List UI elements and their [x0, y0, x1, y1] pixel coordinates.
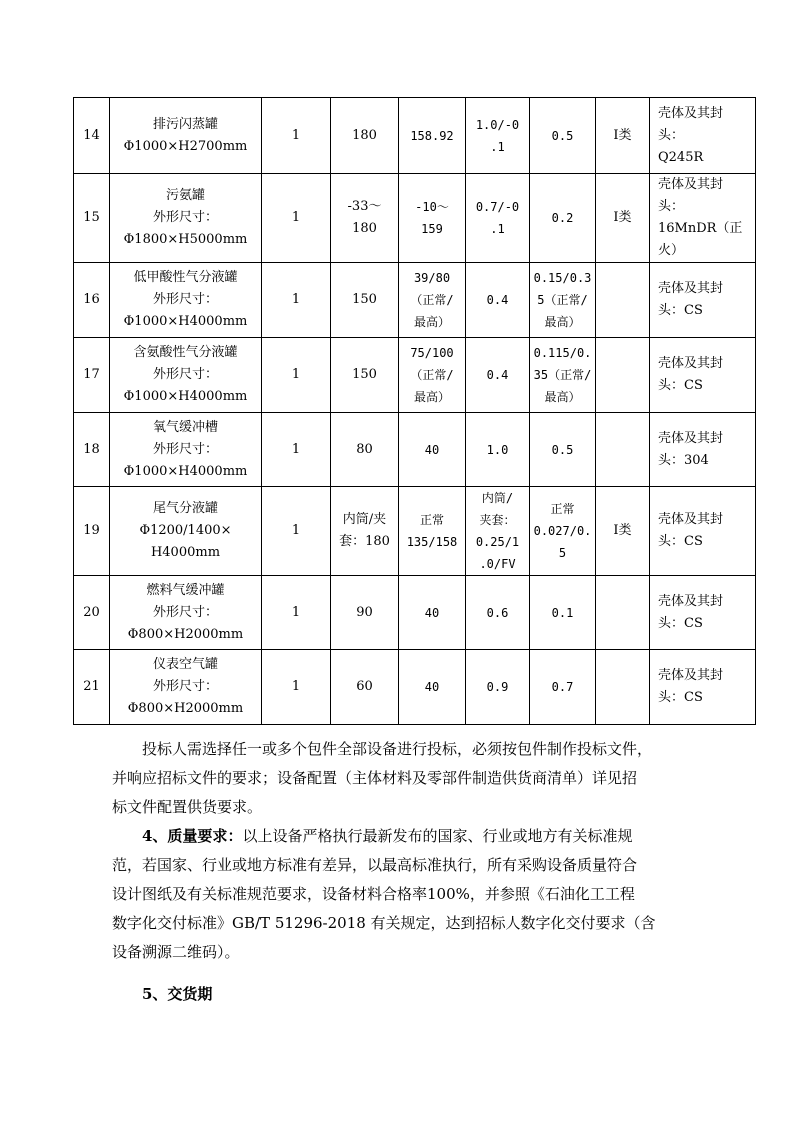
design-temperature-line: 180	[352, 221, 377, 236]
table-row	[74, 338, 756, 413]
equipment-name-cell	[110, 487, 262, 576]
design-pressure-line: 1.0/-0	[475, 117, 520, 132]
equipment-name-line: Φ1000×H2700mm	[123, 138, 248, 154]
row-number-text: 14	[83, 127, 100, 143]
design-temperature-cell	[331, 650, 399, 725]
equipment-name-line: 仪表空气罐	[152, 657, 218, 672]
row-number-cell	[74, 98, 110, 174]
equipment-name-line: 燃料气缓冲罐	[146, 582, 225, 598]
design-temperature-line: 内筒/夹	[342, 512, 387, 527]
equipment-name-line: 低甲酸性气分液罐	[133, 270, 238, 285]
design-pressure-line: 内筒/	[481, 491, 514, 505]
equipment-name-line: Φ800×H2000mm	[127, 626, 244, 642]
material-line: 头：304	[658, 452, 709, 468]
design-pressure-cell	[466, 487, 530, 576]
design-temperature-line: 60	[356, 679, 373, 694]
equipment-class-cell	[596, 338, 650, 413]
equipment-name-line: H4000mm	[150, 545, 221, 560]
operating-temperature-line: 75/100	[410, 346, 454, 360]
design-temperature-cell	[331, 487, 399, 576]
material-line: 头：	[658, 127, 685, 143]
material-line: 火）	[658, 243, 685, 258]
design-temperature-line: 150	[352, 367, 377, 382]
quantity-cell	[262, 413, 331, 487]
equipment-class-text: Ⅰ类	[613, 523, 632, 538]
operating-temperature-line: 135/158	[406, 535, 458, 549]
operating-temperature-cell	[399, 98, 466, 174]
operating-pressure-line: 0.2	[551, 211, 574, 225]
para1-line-3: 标文件配置供货要求。	[112, 798, 263, 816]
operating-pressure-cell	[530, 263, 596, 338]
equipment-name-line: 外形尺寸：	[152, 367, 218, 382]
operating-temperature-line: 158.92	[410, 128, 454, 143]
material-line: 壳体及其封	[658, 593, 724, 609]
equipment-name-line: 外形尺寸：	[152, 210, 218, 225]
equipment-name-cell	[110, 650, 262, 725]
operating-pressure-line: 0.7	[551, 680, 574, 694]
design-pressure-line: 0.9	[486, 680, 509, 694]
design-temperature-line: 90	[356, 604, 373, 620]
design-pressure-line: 0.25/1	[475, 535, 520, 549]
row-number-text: 15	[83, 210, 100, 225]
equipment-name-line: 尾气分液罐	[152, 501, 218, 516]
row-number-text: 18	[83, 441, 100, 457]
design-temperature-line: 80	[356, 441, 373, 457]
row-number-text: 21	[83, 679, 100, 694]
row-number-text: 20	[83, 604, 100, 620]
material-cell	[650, 487, 756, 576]
quantity-text: 1	[291, 210, 301, 225]
equipment-name-line: Φ1800×H5000mm	[123, 232, 248, 247]
table-row	[74, 263, 756, 338]
equipment-class-cell	[596, 650, 650, 725]
quantity-cell	[262, 338, 331, 413]
material-line: 头：	[658, 199, 685, 214]
material-line: 16MnDR（正	[658, 221, 743, 236]
equipment-name-line: 氧气缓冲槽	[152, 419, 218, 435]
material-line: 壳体及其封	[658, 430, 724, 446]
operating-pressure-cell	[530, 576, 596, 650]
operating-temperature-cell	[399, 487, 466, 576]
table-row	[74, 98, 756, 174]
operating-pressure-line: 35（正常/	[533, 368, 592, 382]
equipment-name-line: Φ800×H2000mm	[127, 701, 244, 716]
equipment-class-text: Ⅰ类	[613, 210, 632, 225]
operating-pressure-line: 5	[558, 546, 567, 560]
equipment-name-line: 外形尺寸：	[152, 292, 218, 307]
table-row	[74, 650, 756, 725]
material-cell	[650, 98, 756, 174]
para2-line-2: 范，若国家、行业或地方标准有差异，以最高标准执行，所有采购设备质量符合	[112, 856, 638, 874]
quantity-text: 1	[291, 604, 301, 620]
material-cell	[650, 174, 756, 263]
row-number-cell	[74, 413, 110, 487]
design-temperature-cell	[331, 263, 399, 338]
equipment-name-line: 含氨酸性气分液罐	[133, 345, 238, 360]
operating-temperature-cell	[399, 174, 466, 263]
equipment-name-line: Φ1000×H4000mm	[123, 389, 248, 404]
design-pressure-line: 夹套：	[479, 513, 516, 527]
operating-temperature-line: 159	[421, 222, 443, 236]
design-temperature-line: -33～	[347, 199, 382, 214]
equipment-name-cell	[110, 263, 262, 338]
operating-temperature-line: 40	[424, 680, 440, 694]
operating-pressure-line: 0.115/0.	[533, 346, 592, 360]
table-row	[74, 576, 756, 650]
quantity-cell	[262, 650, 331, 725]
design-pressure-cell	[466, 338, 530, 413]
equipment-name-line: 排污闪蒸罐	[152, 116, 218, 132]
delivery-period-heading: 5、交货期	[142, 985, 213, 1003]
design-temperature-cell	[331, 98, 399, 174]
design-pressure-line: 0.4	[486, 293, 509, 307]
equipment-class-cell	[596, 576, 650, 650]
operating-temperature-cell	[399, 576, 466, 650]
equipment-name-cell	[110, 98, 262, 174]
material-cell	[650, 413, 756, 487]
material-line: 头：CS	[658, 615, 703, 631]
design-pressure-line: .1	[490, 222, 505, 236]
para1-line-1: 投标人需选择任一或多个包件全部设备进行投标，必须按包件制作投标文件，	[142, 740, 653, 758]
design-temperature-cell	[331, 174, 399, 263]
quantity-text: 1	[291, 127, 301, 143]
equipment-class-text: Ⅰ类	[613, 127, 632, 143]
operating-pressure-line: 0.1	[551, 605, 574, 620]
quantity-text: 1	[291, 441, 301, 457]
para2-line-1: 以上设备严格执行最新发布的国家、行业或地方有关标准规	[242, 827, 633, 845]
design-pressure-line: 1.0	[486, 442, 509, 457]
design-pressure-line: 0.7/-0	[475, 200, 520, 214]
equipment-name-line: 外形尺寸：	[152, 604, 218, 620]
material-line: 头：CS	[658, 534, 703, 549]
design-temperature-cell	[331, 576, 399, 650]
operating-pressure-cell	[530, 413, 596, 487]
operating-pressure-cell	[530, 650, 596, 725]
row-number-cell	[74, 650, 110, 725]
quantity-text: 1	[291, 523, 301, 538]
operating-temperature-line: （正常/	[410, 293, 454, 307]
equipment-name-line: 污氨罐	[165, 188, 205, 203]
para2-line-3: 设计图纸及有关标准规范要求，设备材料合格率100%，并参照《石油化工工程	[112, 885, 635, 903]
design-pressure-cell	[466, 98, 530, 174]
quantity-text: 1	[291, 679, 301, 694]
operating-temperature-cell	[399, 413, 466, 487]
row-number-text: 17	[83, 367, 100, 382]
design-pressure-line: 0.4	[486, 368, 509, 382]
operating-pressure-line: 0.5	[551, 442, 574, 457]
operating-pressure-line: 0.027/0.	[533, 524, 592, 538]
design-pressure-cell	[466, 576, 530, 650]
quantity-cell	[262, 174, 331, 263]
material-line: 头：CS	[658, 378, 703, 393]
equipment-name-cell	[110, 174, 262, 263]
operating-temperature-line: 40	[424, 605, 440, 620]
operating-pressure-cell	[530, 98, 596, 174]
quantity-cell	[262, 263, 331, 338]
material-line: 壳体及其封	[658, 356, 724, 371]
design-temperature-line: 180	[352, 127, 377, 143]
equipment-name-line: 外形尺寸：	[152, 441, 218, 457]
material-cell	[650, 576, 756, 650]
operating-pressure-cell	[530, 174, 596, 263]
operating-temperature-line: 39/80	[413, 271, 451, 285]
operating-temperature-line: 40	[424, 442, 440, 457]
material-line: 壳体及其封	[658, 668, 724, 683]
equipment-name-line: Φ1000×H4000mm	[123, 463, 248, 479]
quality-heading: 4、质量要求：	[142, 827, 243, 845]
operating-temperature-line: 最高）	[413, 315, 450, 329]
design-pressure-line: 0.6	[486, 605, 509, 620]
material-line: 壳体及其封	[658, 512, 724, 527]
equipment-name-line: 外形尺寸：	[152, 679, 218, 694]
equipment-class-cell	[596, 174, 650, 263]
operating-pressure-line: 最高）	[544, 390, 581, 404]
operating-temperature-line: 正常	[419, 513, 444, 527]
material-line: 壳体及其封	[658, 281, 724, 296]
equipment-table	[73, 97, 756, 725]
equipment-class-cell	[596, 413, 650, 487]
material-line: 头：CS	[658, 303, 703, 318]
quantity-cell	[262, 576, 331, 650]
para2-line-5: 设备溯源二维码）。	[112, 943, 240, 961]
row-number-text: 19	[83, 523, 100, 538]
row-number-cell	[74, 338, 110, 413]
equipment-name-cell	[110, 413, 262, 487]
material-line: 壳体及其封	[658, 105, 724, 121]
material-cell	[650, 650, 756, 725]
quantity-cell	[262, 487, 331, 576]
operating-temperature-line: -10～	[415, 200, 449, 214]
material-line: 壳体及其封	[658, 177, 724, 192]
operating-pressure-line: 正常	[550, 502, 575, 516]
material-line: 头：CS	[658, 690, 703, 705]
row-number-cell	[74, 174, 110, 263]
design-pressure-line: .0/FV	[479, 557, 516, 571]
bidding-instruction-paragraph	[112, 735, 710, 822]
equipment-name-cell	[110, 576, 262, 650]
operating-pressure-line: 0.15/0.3	[533, 271, 592, 285]
equipment-class-cell	[596, 263, 650, 338]
operating-temperature-line: （正常/	[410, 368, 454, 382]
para1-line-2: 并响应招标文件的要求；设备配置（主体材料及零部件制造供货商清单）详见招	[112, 769, 638, 787]
design-pressure-cell	[466, 413, 530, 487]
equipment-class-cell	[596, 98, 650, 174]
table-row	[74, 413, 756, 487]
quality-requirements-paragraph	[112, 822, 710, 967]
operating-temperature-cell	[399, 650, 466, 725]
operating-temperature-cell	[399, 338, 466, 413]
design-pressure-cell	[466, 174, 530, 263]
design-temperature-line: 150	[352, 292, 377, 307]
quantity-text: 1	[291, 367, 301, 382]
row-number-cell	[74, 487, 110, 576]
table-row	[74, 174, 756, 263]
row-number-cell	[74, 263, 110, 338]
operating-temperature-cell	[399, 263, 466, 338]
design-pressure-cell	[466, 650, 530, 725]
quantity-text: 1	[291, 292, 301, 307]
material-cell	[650, 338, 756, 413]
operating-pressure-cell	[530, 338, 596, 413]
operating-pressure-line: 5（正常/	[537, 293, 588, 307]
design-pressure-cell	[466, 263, 530, 338]
operating-temperature-line: 最高）	[413, 390, 450, 404]
operating-pressure-line: 0.5	[551, 128, 574, 143]
equipment-name-cell	[110, 338, 262, 413]
material-line: Q245R	[658, 149, 704, 165]
design-temperature-cell	[331, 338, 399, 413]
design-temperature-line: 套：180	[339, 534, 390, 549]
equipment-class-cell	[596, 487, 650, 576]
equipment-name-line: Φ1000×H4000mm	[123, 314, 248, 329]
para2-line-4: 数字化交付标准》GB/T 51296-2018 有关规定，达到招标人数字化交付要求（含	[112, 914, 656, 932]
equipment-name-line: Φ1200/1400×	[139, 523, 232, 538]
operating-pressure-cell	[530, 487, 596, 576]
row-number-text: 16	[83, 292, 100, 307]
material-cell	[650, 263, 756, 338]
row-number-cell	[74, 576, 110, 650]
table-row	[74, 487, 756, 576]
operating-pressure-line: 最高）	[544, 315, 581, 329]
quantity-cell	[262, 98, 331, 174]
design-temperature-cell	[331, 413, 399, 487]
design-pressure-line: .1	[490, 139, 505, 154]
